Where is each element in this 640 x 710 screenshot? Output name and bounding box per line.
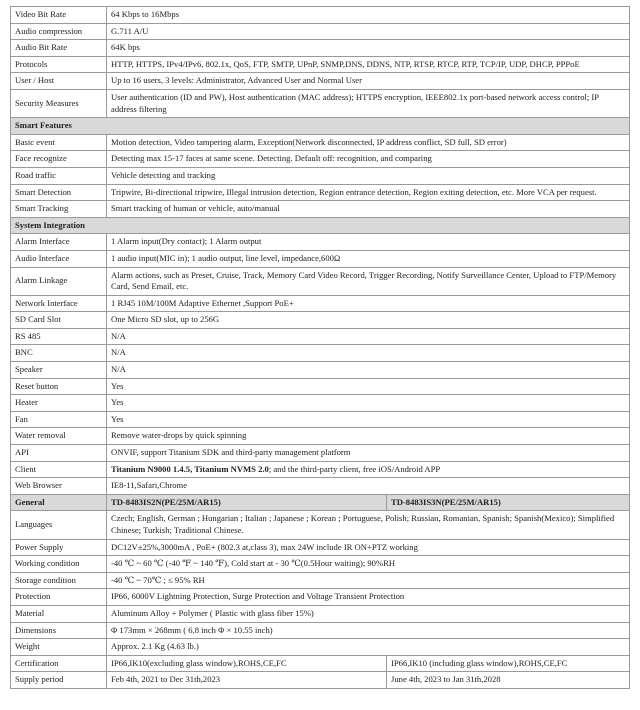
spec-value: 1 RJ45 10M/100M Adaptive Ethernet ,Support PoE+ — [107, 295, 630, 312]
spec-row — [11, 7, 630, 24]
spec-value: Motion detection, Video tampering alarm, Exception(Network disconnected, IP address conflict, SD full, SD error) — [107, 134, 630, 151]
section-heading-general: General — [11, 494, 107, 511]
spec-label: Smart Detection — [11, 184, 107, 201]
spec-label: RS 485 — [11, 328, 107, 345]
spec-row — [11, 478, 630, 495]
spec-row — [11, 655, 630, 672]
section-row — [11, 118, 630, 135]
spec-row — [11, 345, 630, 362]
spec-row — [11, 622, 630, 639]
spec-value: Remove water-drops by quick spinning — [107, 428, 630, 445]
spec-row — [11, 395, 630, 412]
spec-value: 64K bps — [107, 40, 630, 57]
spec-row — [11, 134, 630, 151]
general-header-row — [11, 494, 630, 511]
section-row — [11, 217, 630, 234]
spec-label: Reset button — [11, 378, 107, 395]
spec-label: Water removal — [11, 428, 107, 445]
spec-label: Client — [11, 461, 107, 478]
spec-label: User / Host — [11, 73, 107, 90]
spec-value: 64 Kbps to 16Mbps — [107, 7, 630, 24]
spec-row — [11, 89, 630, 117]
spec-value: N/A — [107, 328, 630, 345]
spec-row — [11, 539, 630, 556]
spec-label: Road traffic — [11, 167, 107, 184]
spec-value: Aluminum Alloy + Polymer ( Plastic with glass fiber 15%) — [107, 605, 630, 622]
spec-row — [11, 201, 630, 218]
spec-row — [11, 445, 630, 462]
spec-label: Weight — [11, 639, 107, 656]
spec-label: Dimensions — [11, 622, 107, 639]
spec-value: Yes — [107, 411, 630, 428]
spec-label: Security Measures — [11, 89, 107, 117]
spec-value: -40 ℃ ~ 70℃ ; ≤ 95% RH — [107, 572, 630, 589]
spec-label: Supply period — [11, 672, 107, 689]
spec-value: 1 Alarm input(Dry contact); 1 Alarm output — [107, 234, 630, 251]
spec-value: Alarm actions, such as Preset, Cruise, Track, Memory Card Video Record, Trigger Recording, Notify Surveillance Center, Upload to FTP/Memory Card, Send Email, etc. — [107, 267, 630, 295]
spec-row — [11, 267, 630, 295]
spec-value: N/A — [107, 345, 630, 362]
spec-value: G.711 A/U — [107, 23, 630, 40]
spec-row — [11, 151, 630, 168]
spec-row — [11, 428, 630, 445]
spec-value — [107, 461, 630, 478]
spec-value: Yes — [107, 395, 630, 412]
spec-value: Czech; English, German ; Hungarian ; Italian ; Japanese ; Korean ; Portuguese, Polish; Russian, Romanian, Spanish; Spanish(Mexico); Simplified Chinese; Turkish; Traditional Chinese. — [107, 511, 630, 539]
spec-row — [11, 56, 630, 73]
spec-value: Φ 173mm × 268mm ( 6.8 inch Φ × 10.55 inch) — [107, 622, 630, 639]
spec-value: Tripwire, Bi-directional tripwire, Illegal intrusion detection, Region entrance detection, Region exiting detection, etc. More VCA per request. — [107, 184, 630, 201]
spec-value: Approx. 2.1 Kg (4.63 lb.) — [107, 639, 630, 656]
spec-row — [11, 362, 630, 379]
spec-value: IP66, 6000V Lightning Protection, Surge Protection and Voltage Transient Protection — [107, 589, 630, 606]
spec-label: Web Browser — [11, 478, 107, 495]
spec-row — [11, 23, 630, 40]
spec-row — [11, 556, 630, 573]
spec-value: Smart tracking of human or vehicle, auto/manual — [107, 201, 630, 218]
model-name-a: TD-8483IS2N(PE/25M/AR15) — [107, 494, 387, 511]
supply-period-a: Feb 4th, 2021 to Dec 31th,2023 — [107, 672, 387, 689]
spec-value: Vehicle detecting and tracking — [107, 167, 630, 184]
spec-row — [11, 511, 630, 539]
spec-label: Heater — [11, 395, 107, 412]
model-name-b: TD-8483IS3N(PE/25M/AR15) — [387, 494, 630, 511]
spec-label: API — [11, 445, 107, 462]
spec-label: BNC — [11, 345, 107, 362]
spec-label: Working condition — [11, 556, 107, 573]
section-heading-smart-features: Smart Features — [11, 118, 630, 135]
spec-row — [11, 589, 630, 606]
spec-label: Video Bit Rate — [11, 7, 107, 24]
spec-label: Languages — [11, 511, 107, 539]
supply-period-b: June 4th, 2023 to Jan 31th,2028 — [387, 672, 630, 689]
spec-label: Material — [11, 605, 107, 622]
spec-label: Audio Bit Rate — [11, 40, 107, 57]
spec-label: Protection — [11, 589, 107, 606]
certification-value-b: IP66,IK10 (including glass window),ROHS,CE,FC — [387, 655, 630, 672]
spec-label: Smart Tracking — [11, 201, 107, 218]
client-software-extra: ; and the third-party client, free iOS/Android APP — [268, 463, 441, 474]
spec-row — [11, 250, 630, 267]
spec-value: N/A — [107, 362, 630, 379]
spec-row — [11, 461, 630, 478]
section-heading-system-integration: System Integration — [11, 217, 630, 234]
spec-label: Certification — [11, 655, 107, 672]
spec-row — [11, 295, 630, 312]
spec-label: SD Card Slot — [11, 312, 107, 329]
spec-label: Speaker — [11, 362, 107, 379]
spec-label: Alarm Interface — [11, 234, 107, 251]
spec-row — [11, 672, 630, 689]
spec-label: Basic event — [11, 134, 107, 151]
spec-row — [11, 234, 630, 251]
spec-row — [11, 639, 630, 656]
client-software-names: Titanium N9000 1.4.5, Titanium NVMS 2.0 — [111, 463, 269, 474]
spec-row — [11, 328, 630, 345]
spec-value: Yes — [107, 378, 630, 395]
spec-value: User authentication (ID and PW), Host authentication (MAC address); HTTPS encryption, IEEE802.1x port-based network access control; IP address filtering — [107, 89, 630, 117]
spec-row — [11, 572, 630, 589]
spec-row — [11, 312, 630, 329]
spec-value: IE8-11,Safari,Chrome — [107, 478, 630, 495]
spec-row — [11, 605, 630, 622]
spec-label: Storage condition — [11, 572, 107, 589]
spec-row — [11, 184, 630, 201]
spec-label: Audio compression — [11, 23, 107, 40]
spec-row — [11, 378, 630, 395]
spec-label: Alarm Linkage — [11, 267, 107, 295]
spec-row — [11, 40, 630, 57]
spec-label: Network Interface — [11, 295, 107, 312]
spec-sheet — [10, 6, 629, 689]
spec-value: ONVIF, support Titanium SDK and third-party management platform — [107, 445, 630, 462]
spec-label: Protocols — [11, 56, 107, 73]
spec-value: Detecting max 15-17 faces at same scene. Detecting. Default off: recognition, and comparing — [107, 151, 630, 168]
spec-value: -40 ℃ ~ 60 ℃ (-40 ℉ ~ 140 ℉), Cold start at - 30 ℃(0.5Hour waiting); 90%RH — [107, 556, 630, 573]
spec-row — [11, 411, 630, 428]
spec-value: Up to 16 users, 3 levels: Administrator, Advanced User and Normal User — [107, 73, 630, 90]
spec-label: Fan — [11, 411, 107, 428]
spec-value: 1 audio input(MIC in); 1 audio output, line level, impedance,600Ω — [107, 250, 630, 267]
spec-value: DC12V±25%,3000mA , PoE+ (802.3 at,class 3), max 24W include IR ON+PTZ working — [107, 539, 630, 556]
spec-table — [10, 6, 630, 689]
spec-value: One Micro SD slot, up to 256G — [107, 312, 630, 329]
spec-row — [11, 167, 630, 184]
spec-row — [11, 73, 630, 90]
spec-value: HTTP, HTTPS, IPv4/IPv6, 802.1x, QoS, FTP, SMTP, UPnP, SNMP,DNS, DDNS, NTP, RTSP, RTCP, RTP, TCP/IP, UDP, DHCP, PPPoE — [107, 56, 630, 73]
spec-label: Face recognize — [11, 151, 107, 168]
certification-value-a: IP66,IK10(excluding glass window),ROHS,CE,FC — [107, 655, 387, 672]
spec-label: Audio Interface — [11, 250, 107, 267]
spec-label: Power Supply — [11, 539, 107, 556]
